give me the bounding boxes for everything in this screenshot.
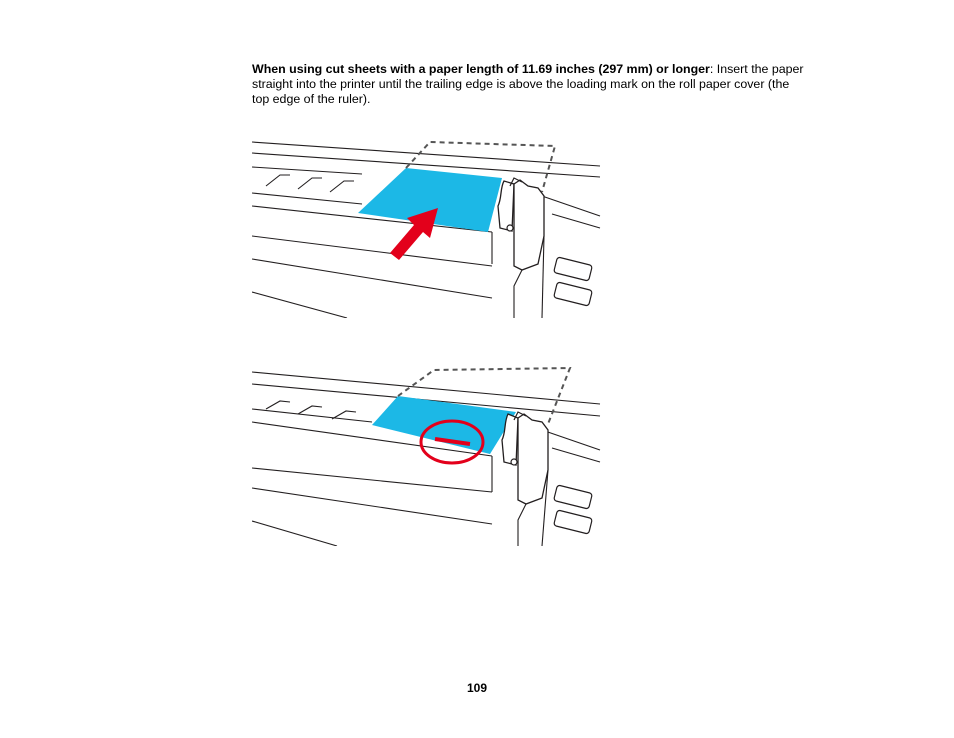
control-slot-lower: [554, 510, 593, 534]
insert-paper-illustration: [252, 136, 602, 318]
page-number: 109: [466, 681, 488, 695]
control-slot-upper: [554, 257, 593, 281]
instruction-bold-lead: When using cut sheets with a paper length of 11.69 inches (297 mm) or longer: [252, 62, 710, 76]
paper-guide: [498, 178, 544, 318]
loading-mark-illustration: [252, 364, 602, 546]
paper-guide: [502, 412, 548, 546]
paper-sheet-placed: [372, 396, 516, 454]
control-slot-lower: [554, 282, 593, 306]
instruction-body: : Insert the paper straight into the printer until the trailing edge is above the loading mark on the roll paper cover (the top edge of the ruler).: [252, 62, 804, 106]
instruction-paragraph: [252, 62, 804, 107]
control-slot-upper: [554, 485, 593, 509]
